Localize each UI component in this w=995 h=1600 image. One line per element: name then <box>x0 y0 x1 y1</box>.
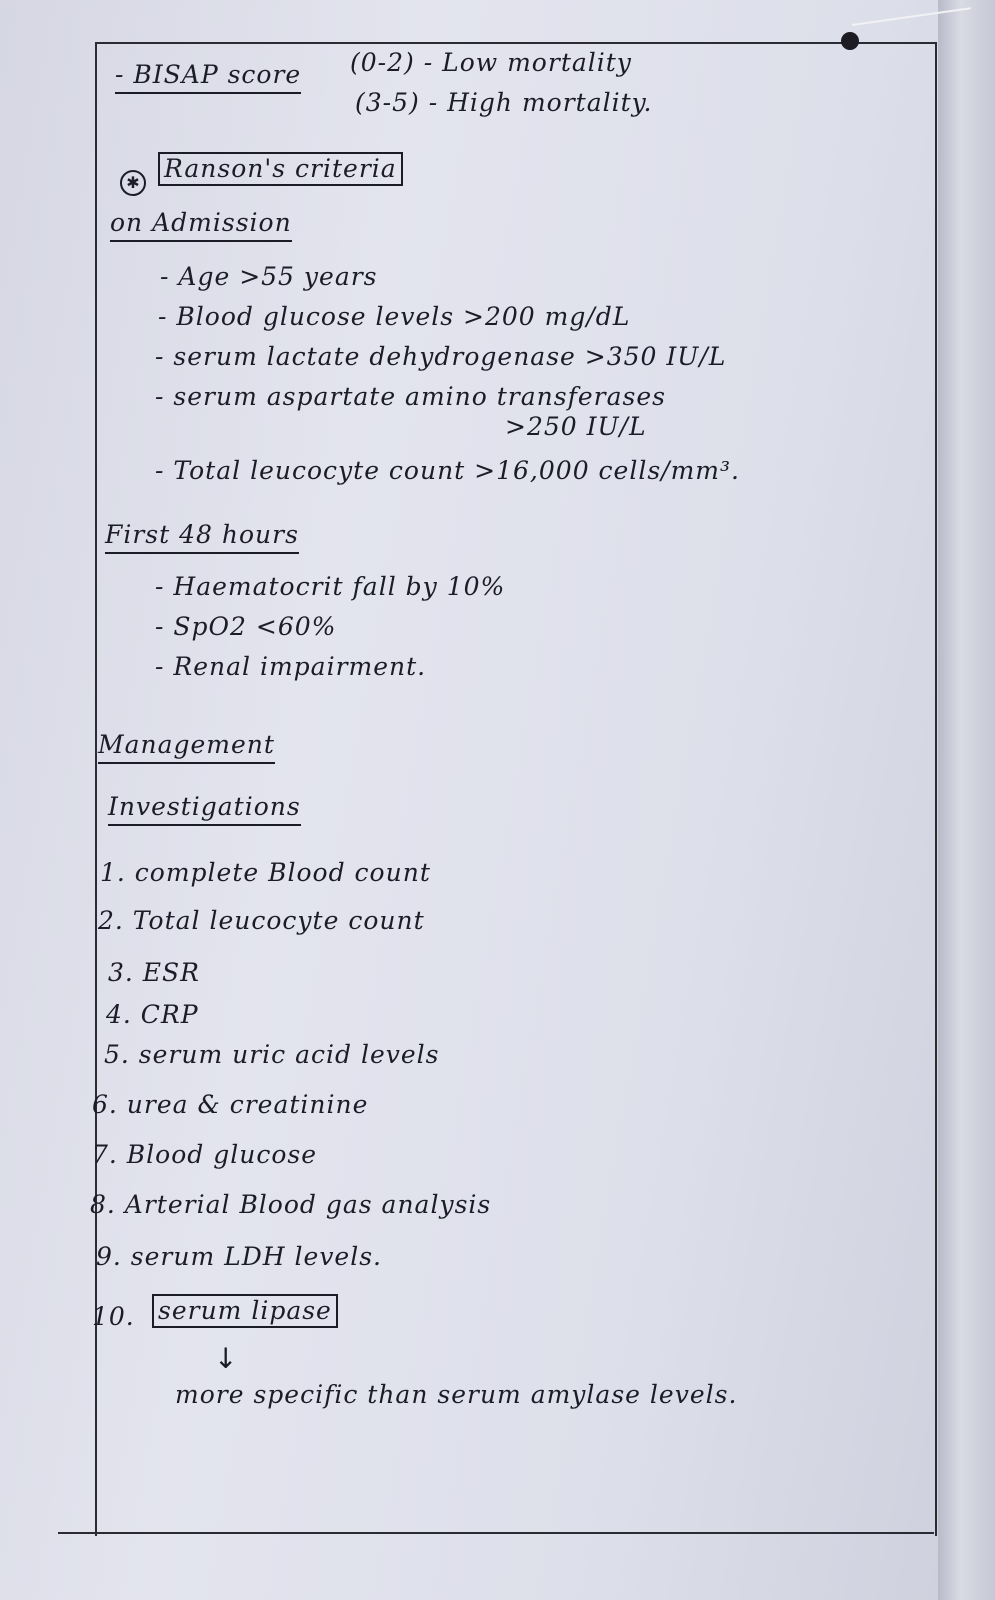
investigation-item: 4. CRP <box>106 1000 199 1029</box>
bisap-score-label: - BISAP score <box>115 60 301 94</box>
down-arrow-icon: ↓ <box>214 1342 238 1375</box>
investigation-item: 8. Arterial Blood gas analysis <box>90 1190 492 1219</box>
admission-item: - Total leucocyte count >16,000 cells/mm³. <box>155 456 740 485</box>
investigation-item: 2. Total leucocyte count <box>98 906 425 935</box>
serum-lipase-boxed: serum lipase <box>152 1294 338 1328</box>
investigation-item: 6. urea & creatinine <box>92 1090 369 1119</box>
on-admission-heading: on Admission <box>110 208 292 242</box>
first48-item: - Haematocrit fall by 10% <box>155 572 506 601</box>
investigation-item-10-number: 10. <box>92 1302 135 1331</box>
circled-asterisk-icon: ✱ <box>120 170 146 196</box>
investigation-item: 3. ESR <box>108 958 200 987</box>
page-edge <box>938 0 995 1600</box>
bisap-range-low: (0-2) - Low mortality <box>350 48 632 77</box>
lipase-note: more specific than serum amylase levels. <box>175 1380 738 1409</box>
admission-item: - Age >55 years <box>160 262 378 291</box>
admission-item: - serum lactate dehydrogenase >350 IU/L <box>155 342 727 371</box>
investigations-heading: Investigations <box>108 792 301 826</box>
ranson-criteria-title: Ranson's criteria <box>158 152 403 186</box>
first-48-hours-heading: First 48 hours <box>105 520 299 554</box>
admission-item-continued: >250 IU/L <box>505 412 647 441</box>
investigation-item: 9. serum LDH levels. <box>96 1242 383 1271</box>
punch-hole-icon <box>841 32 859 50</box>
bisap-range-high: (3-5) - High mortality. <box>355 88 653 117</box>
investigation-item: 1. complete Blood count <box>100 858 431 887</box>
first48-item: - Renal impairment. <box>155 652 427 681</box>
management-heading: Management <box>98 730 275 764</box>
admission-item: - Blood glucose levels >200 mg/dL <box>158 302 631 331</box>
admission-item: - serum aspartate amino transferases <box>155 382 666 411</box>
investigation-item: 5. serum uric acid levels <box>104 1040 440 1069</box>
first48-item: - SpO2 <60% <box>155 612 337 641</box>
page-margin-bottom-line <box>58 1532 934 1534</box>
investigation-item: 7. Blood glucose <box>92 1140 317 1169</box>
